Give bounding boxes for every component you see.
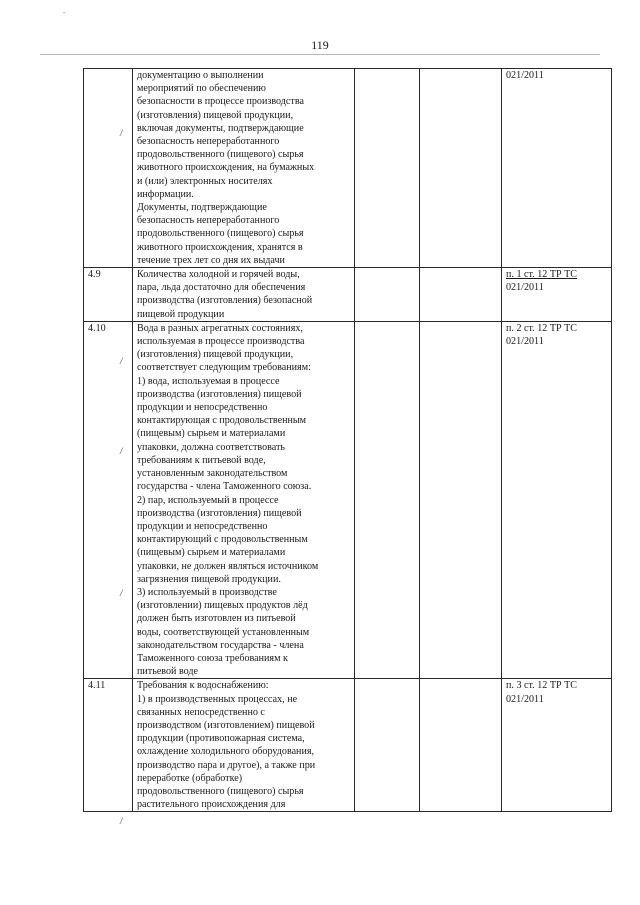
requirement-line: безопасности в процессе производства: [137, 96, 304, 108]
requirement-line: 2) пар, используемый в процессе: [137, 494, 279, 506]
requirement-line: течение трех лет со дня их выдачи: [137, 254, 285, 266]
row-number: 4.9: [84, 268, 133, 322]
table-row: [84, 69, 612, 268]
regulation-reference: [502, 268, 612, 322]
requirement-line: продовольственного (пищевого) сырья: [137, 785, 304, 797]
requirement-line: (пищевым) сырьем и материалами: [137, 547, 286, 559]
row-number: [84, 69, 133, 268]
requirement-line: (пищевым) сырьем и материалами: [137, 428, 286, 440]
requirement-line: охлаждение холодильного оборудования,: [137, 746, 315, 758]
requirement-line: требованиям к питьевой воде,: [137, 454, 266, 466]
margin-mark: /: [120, 128, 123, 138]
reference-line: 021/2011: [506, 282, 544, 294]
requirement-line: растительного происхождения для: [137, 799, 286, 811]
reference-line: п. 1 ст. 12 ТР ТС: [506, 269, 578, 281]
requirement-text: [133, 321, 355, 678]
empty-cell: [355, 679, 420, 812]
requirement-line: используемая в процессе производства: [137, 336, 305, 348]
reference-line: 021/2011: [506, 336, 544, 348]
empty-cell: [420, 69, 502, 268]
regulation-reference: [502, 321, 612, 678]
requirement-line: установленным законодательством: [137, 468, 288, 480]
requirement-text: [133, 679, 355, 812]
requirement-line: Требования к водоснабжению:: [137, 680, 269, 692]
requirement-line: мероприятий по обеспечению: [137, 83, 266, 95]
requirement-line: продовольственного (пищевого) сырья: [137, 228, 304, 240]
reference-line: п. 3 ст. 12 ТР ТС: [506, 680, 578, 692]
row-number: 4.11: [84, 679, 133, 812]
page-number: 119: [311, 38, 329, 52]
requirement-line: воды, соответствующей установленным: [137, 626, 310, 638]
empty-cell: [420, 679, 502, 812]
requirement-line: связанных непосредственно с: [137, 706, 265, 718]
empty-cell: [420, 321, 502, 678]
regulation-reference: [502, 69, 612, 268]
margin-mark: /: [120, 816, 123, 826]
requirement-line: пара, льда достаточно для обеспечения: [137, 282, 306, 294]
requirement-line: животного происхождения, хранятся в: [137, 241, 303, 253]
requirement-line: документацию о выполнении: [137, 70, 264, 81]
requirement-line: безопасность непереработанного: [137, 136, 280, 148]
requirement-line: государства - члена Таможенного союза.: [137, 481, 312, 493]
requirement-line: (изготовления) пищевой продукции,: [137, 349, 294, 361]
empty-cell: [355, 268, 420, 322]
corner-mark: -: [63, 8, 66, 17]
requirement-line: питьевой воде: [137, 666, 199, 678]
requirement-line: Количества холодной и горячей воды,: [137, 269, 300, 281]
requirement-line: производства (изготовления) пищевой: [137, 388, 302, 400]
requirement-line: производство пара и другое), а также при: [137, 759, 316, 771]
reference-line: п. 2 ст. 12 ТР ТС: [506, 322, 578, 334]
requirement-line: включая документы, подтверждающие: [137, 122, 304, 134]
requirement-line: 1) в производственных процессах, не: [137, 693, 298, 705]
requirement-line: 3) используемый в производстве: [137, 586, 277, 598]
requirement-line: Вода в разных агрегатных состояниях,: [137, 322, 303, 334]
margin-mark: /: [120, 356, 123, 366]
requirement-line: законодательством государства - члена: [137, 639, 304, 651]
requirement-line: производством (изготовлением) пищевой: [137, 719, 315, 731]
requirement-line: соответствует следующим требованиям:: [137, 362, 311, 374]
requirement-line: информации.: [137, 188, 194, 200]
requirement-line: Документы, подтверждающие: [137, 202, 267, 214]
regulation-reference: [502, 679, 612, 812]
table-row: [84, 321, 612, 678]
reference-line: 021/2011: [506, 693, 544, 705]
requirement-line: упаковки, должна соответствовать: [137, 441, 286, 453]
empty-cell: [355, 321, 420, 678]
requirement-text: [133, 69, 355, 268]
requirement-line: продукции (противопожарная система,: [137, 733, 305, 745]
requirement-line: продовольственного (пищевого) сырья: [137, 149, 304, 161]
margin-mark: /: [120, 446, 123, 456]
requirement-line: производства (изготовления) пищевой: [137, 507, 302, 519]
header-rule: [40, 54, 600, 55]
row-number: 4.10: [84, 321, 133, 678]
requirement-line: загрязнения пищевой продукции.: [137, 573, 281, 585]
requirement-line: (изготовления) пищевой продукции,: [137, 109, 294, 121]
empty-cell: [420, 268, 502, 322]
requirement-line: пищевой продукции: [137, 308, 225, 320]
requirement-line: продукции и непосредственно: [137, 520, 268, 532]
table-row: [84, 679, 612, 812]
requirement-line: продукции и непосредственно: [137, 402, 268, 414]
requirement-line: 1) вода, используемая в процессе: [137, 375, 280, 387]
requirement-line: (изготовлении) пищевых продуктов лёд: [137, 600, 308, 612]
reference-line: 021/2011: [506, 70, 544, 81]
empty-cell: [355, 69, 420, 268]
requirement-text: [133, 268, 355, 322]
table-row: [84, 268, 612, 322]
requirement-line: должен быть изготовлен из питьевой: [137, 613, 296, 625]
requirement-line: контактирующий с продовольственным: [137, 534, 308, 546]
requirement-line: упаковки, не должен являться источником: [137, 560, 319, 572]
requirement-line: и (или) электронных носителях: [137, 175, 273, 187]
requirement-line: производства (изготовления) безопасной: [137, 295, 313, 307]
requirement-line: переработке (обработке): [137, 772, 243, 784]
requirements-table: [83, 68, 612, 812]
requirement-line: контактирующая с продовольственным: [137, 415, 307, 427]
requirement-line: животного происхождения, на бумажных: [137, 162, 315, 174]
requirement-line: безопасность непереработанного: [137, 215, 280, 227]
margin-mark: /: [120, 588, 123, 598]
requirement-line: Таможенного союза требованиям к: [137, 652, 288, 664]
